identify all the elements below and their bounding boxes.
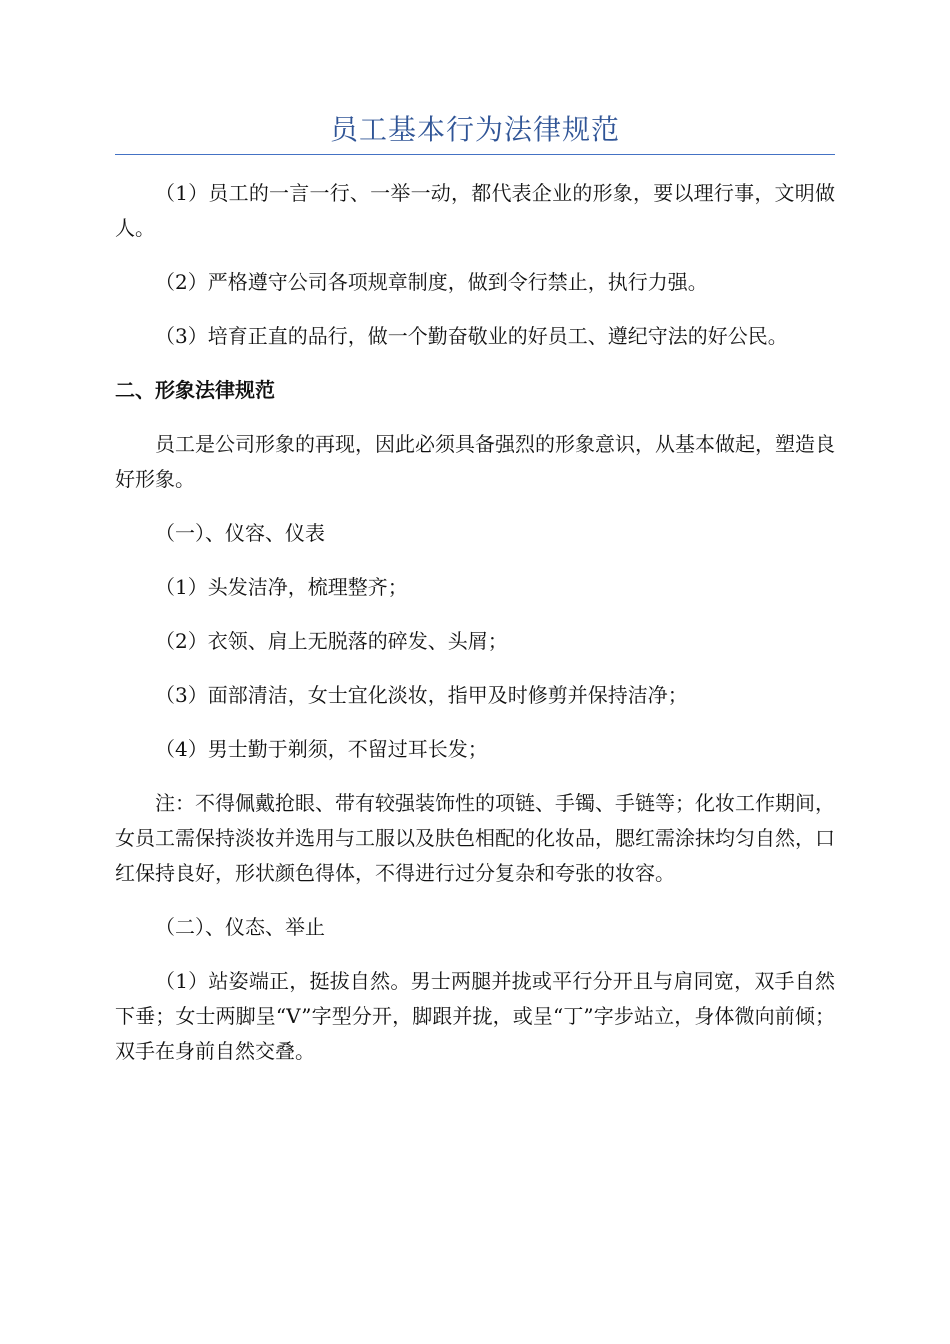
title-underline	[115, 154, 835, 155]
paragraph-appearance-2: （2）衣领、肩上无脱落的碎发、头屑；	[155, 629, 508, 653]
paragraph-rule-3: （3）培育正直的品行，做一个勤奋敬业的好员工、遵纪守法的好公民。	[155, 324, 788, 348]
document-title: 员工基本行为法律规范	[329, 113, 620, 146]
paragraph-appearance-3: （3）面部清洁，女士宜化淡妆，指甲及时修剪并保持洁净；	[155, 683, 688, 707]
paragraph-rule-1: （1）员工的一言一行、一举一动，都代表企业的形象，要以理行事，文明做人。	[115, 181, 835, 240]
paragraph-manner-1: （1）站姿端正，挺拔自然。男士两腿并拢或平行分开且与肩同宽，双手自然下垂；女士两脚呈“V”字型分开，脚跟并拢，或呈“丁”字步站立，身体微向前倾；双手在身前自然交叠。	[115, 969, 835, 1063]
paragraph-rule-2: （2）严格遵守公司各项规章制度，做到令行禁止，执行力强。	[155, 270, 708, 294]
section-heading-image: 二、形象法律规范	[115, 378, 275, 402]
document-body	[115, 176, 835, 1088]
paragraph-appearance-4: （4）男士勤于剃须，不留过耳长发；	[155, 737, 488, 761]
subheading-manner: （二）、仪态、举止	[155, 915, 325, 939]
subheading-appearance: （一）、仪容、仪表	[155, 521, 325, 545]
paragraph-appearance-1: （1）头发洁净，梳理整齐；	[155, 575, 408, 599]
paragraph-note: 注：不得佩戴抢眼、带有较强装饰性的项链、手镯、手链等；化妆工作期间，女员工需保持淡妆并选用与工服以及肤色相配的化妆品，腮红需涂抹均匀自然，口红保持良好，形状颜色得体，不得进行过分复杂和夸张的妆容。	[115, 791, 835, 885]
paragraph-image-intro: 员工是公司形象的再现，因此必须具备强烈的形象意识，从基本做起，塑造良好形象。	[115, 432, 835, 491]
